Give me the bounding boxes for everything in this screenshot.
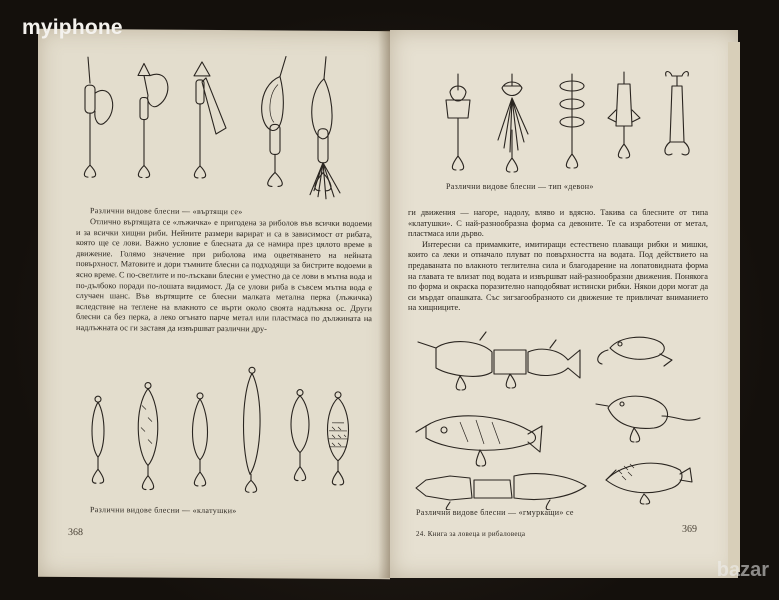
wobbler-lure-1 — [92, 396, 104, 483]
left-paragraph-text: Отлично въртящата се «лъжичка» е пригодена за риболов във всички водоеми и за всички хищни риби. Нейните размери варират и са в зависимост от рибата, която ще се лови. Важно условие е блесната да се намира през цялото време в движение. Голямо значение при риболова има оцветяването на нейната повърхност. Матовите и дори тъмните блесни са подходящи за бистрите водоеми в ясно време. С по-светлите и по-лъскави блесни е уместно да се лови в мътна вода и по-дълбоко поради по-лошата видимост. Да се улови риба в съвсем мътна вода е случаен шанс. Във въртящите се блесни малката метална перка (лъжичка) вследствие на теглене на влакното се върти около своята надлъжна ос. Други блесни са без перка, а леко огънато парче метал или пластмаса по дължината на надлъжната ос ги заставя да извършват различни дру- — [76, 217, 372, 334]
wobbler-lure-3 — [193, 393, 208, 486]
jointed-plug-lure — [416, 474, 586, 510]
left-page — [38, 29, 390, 579]
right-paragraphs — [408, 208, 708, 314]
right-caption-bottom: Различни видове блесни — «гмуркащи» се — [416, 508, 574, 517]
wobbler-lure-2 — [138, 382, 158, 489]
left-caption-top: Различни видове блесни — «въртящи се» — [90, 206, 243, 217]
right-paragraph-1: ги движения — нагоре, надолу, вляво и вдясно. Такива са блесните от типа «клатушки». С най-разнообразна форма са девоните. Те са изработени от метал, пластмаса или дърво. — [408, 208, 708, 239]
left-page-number: 368 — [68, 526, 83, 539]
right-caption-top: Различни видове блесни — тип «девон» — [446, 182, 594, 191]
small-frog-lure — [598, 337, 672, 366]
spinner-lure-2 — [138, 63, 168, 177]
open-book — [38, 30, 738, 578]
spinner-lures-figure — [72, 53, 362, 203]
wobbler-lure-6 — [328, 392, 349, 485]
wobbler-lure-4 — [244, 367, 261, 492]
jointed-fish-lure — [418, 332, 580, 390]
right-footer-note: 24. Книга за ловеца и рибаловеца — [416, 530, 526, 538]
devon-lures-figure — [430, 70, 730, 180]
devon-lure-1 — [446, 74, 470, 170]
watermark-bazar: bazar — [716, 559, 769, 581]
devon-lure-2 — [498, 74, 528, 172]
page-edges — [728, 42, 740, 572]
left-caption-bottom: Различни видове блесни — «клатушки» — [90, 505, 237, 516]
minnow-plug-lure — [606, 463, 692, 504]
wobbler-lure-5 — [291, 390, 309, 481]
devon-lure-4 — [608, 72, 640, 158]
devon-lure-3 — [560, 74, 584, 168]
mouse-lure — [596, 396, 700, 442]
spinner-lure-5 — [310, 57, 340, 199]
devon-lure-5 — [665, 72, 689, 155]
watermark-myiphone: myiphone — [22, 16, 123, 39]
spinner-lure-4 — [262, 56, 286, 186]
wobbler-lures-figure — [78, 355, 358, 497]
right-page — [390, 30, 738, 578]
diving-lures-figure — [410, 330, 720, 510]
left-paragraph — [76, 217, 372, 336]
spinner-lure-3 — [194, 62, 226, 178]
right-page-number: 369 — [682, 524, 697, 535]
spinner-lure-1 — [84, 57, 112, 177]
right-paragraph-2: Интересни са примамките, имитиращи естествено плаващи рибки и мишки, които са леки и отначало плуват по повърхността на водата. Под действието на предаваната по влакното теглителна сила и благодарение на лопатовидната форма на главата те влизат под водата и извършват най-разнообразни движения. Понякога по форма и окраска поразително наподобяват истински рибки. Някои дори могат да си мърдат опашката. Със зигзагообразното си движение те привличат вниманието на хищниците. — [408, 239, 708, 313]
fish-shaped-lure — [416, 416, 542, 466]
